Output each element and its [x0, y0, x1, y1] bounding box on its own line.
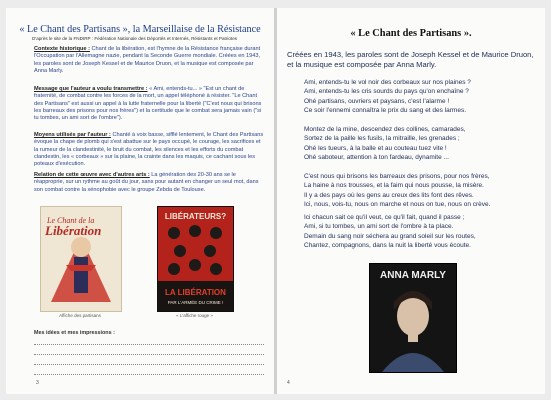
- lyric-line: Ami, entends-tu les cris sourds du pays qu'on enchaîne ?: [304, 88, 469, 96]
- anna-marly-photo: [369, 263, 457, 373]
- poster2-top-text: LIBÉRATEURS?: [164, 212, 227, 221]
- left-page-subtitle: D'après le site de la FNDIRP : Fédération Nationale des Déportés et Internés, Résistants et Patriotes: [32, 36, 238, 41]
- section-text: La génération des 20-30 ans se le réapproprie, sur un rythme au goût du jour, sans pour autant en changer un seul mot, dans son combat contre la xénophobie avec le groupe Zebda de Toulouse.: [34, 172, 259, 193]
- lyric-line: Il y a des pays où les gens au creux des lits font des rêves.: [304, 191, 474, 199]
- page-number: 4: [287, 380, 290, 386]
- section-text: « Ami, entends-tu... » "Est un chant de fraternité, de combat contre les forces de la mort, un appel téléphoné à résister. "Le Chant des Partisans" est aussi un appel à la lutte fraternelle pour la liberté ("C'est nous qui brisons les barreaux des prisons pour nos frères") et la certitude que le combat sera jamais vain ("si tu tombes, un ami sort de l'ombre").: [34, 86, 262, 122]
- lyric-line: Sortez de la paille les fusils, la mitraille, les grenades ;: [304, 135, 460, 143]
- lyric-line: Ici chacun sait ce qu'il veut, ce qu'il fait, quand il passe ;: [304, 214, 465, 221]
- lyric-line: La haine à nos trousses, et la faim qui nous pousse, la misère.: [304, 182, 484, 190]
- writing-line[interactable]: [34, 354, 264, 355]
- section-text: Chanté à voix basse, sifflé lentement, le Chant des Partisans évoque la chape de plomb qui s'est abattue sur le pays occupé, le courage, les sacrifices et la rumeur de la clandestinité, le bruit du combat, les silences et les efforts du combat clandestin, les « corbeaux » sur la plaine, la crainte dans les maquis, ce cachant sous les poteaux d'exécution.: [34, 132, 264, 168]
- lyric-line: Ami, si tu tombes, un ami sort de l'ombre à ta place.: [304, 223, 454, 231]
- left-page-title: « Le Chant des Partisans », la Marseillaise de la Résistance: [19, 24, 261, 35]
- poster1-main-text: Libération: [45, 223, 102, 238]
- section-context: [34, 46, 264, 75]
- section-label: Moyens utilisés par l'auteur :: [34, 132, 111, 138]
- section-other-arts: [34, 172, 264, 194]
- section-means: [34, 132, 264, 168]
- section-label: Relation de cette œuvre avec d'autres arts :: [34, 172, 150, 178]
- poster2-subtext: PAR L'ARMÉE DU CRIME !: [167, 300, 224, 305]
- left-page: [6, 8, 274, 394]
- lyrics-stanza: [304, 172, 539, 209]
- poster-liberation: [40, 206, 122, 312]
- anna-marly-image: [370, 264, 456, 372]
- section-label: Message que l'auteur a voulu transmettre :: [34, 86, 148, 92]
- section-text: Chant de la libération, est l'hymne de la Résistance française durant l'Occupation par l'Allemagne nazie, pendant la Seconde Guerre mondiale. Créées en 1943, les paroles sont de Joseph Kessel et de Maurice Druon, et la musique est composée par Anna Marly.: [34, 46, 261, 74]
- poster2-caption: « L'affiche rouge »: [176, 313, 213, 318]
- lyrics-stanza: [304, 78, 539, 115]
- poster1-top-text: Le Chant de la: [47, 216, 95, 225]
- right-page-intro: Créées en 1943, les paroles sont de Joseph Kessel et de Maurice Druon, et la musique est composée par Anna Marly.: [287, 50, 534, 69]
- ideas-label: Mes idées et mes impressions :: [34, 330, 115, 336]
- lyric-line: Ohé partisans, ouvriers et paysans, c'est l'alarme !: [304, 97, 450, 105]
- section-message: [34, 86, 264, 122]
- writing-line[interactable]: [34, 374, 264, 375]
- lyric-line: Ami, entends-tu le vol noir des corbeaux sur nos plaines ?: [304, 79, 471, 86]
- lyric-line: Ohé saboteur, attention à ton fardeau, dynamite ...: [304, 153, 449, 161]
- photo-caption: ANNA MARLY: [380, 270, 446, 281]
- lyric-line: Montez de la mine, descendez des collines, camarades,: [304, 126, 466, 133]
- lyric-line: Demain du sang noir séchera au grand soleil sur les routes,: [304, 232, 476, 240]
- section-label: Contexte historique :: [34, 46, 90, 52]
- lyrics-stanza: [304, 125, 539, 162]
- right-page-title: « Le Chant des Partisans ».: [350, 28, 472, 39]
- lyric-line: Ce soir l'ennemi connaîtra le prix du sang et des larmes.: [304, 106, 467, 114]
- writing-line[interactable]: [34, 364, 264, 365]
- poster-liberation-image: [41, 207, 121, 311]
- right-page: [277, 8, 545, 394]
- page-number: 3: [36, 380, 39, 386]
- lyric-line: C'est nous qui brisons les barreaux des prisons, pour nos frères,: [304, 173, 490, 180]
- lyric-line: Ohé les tueurs, à la balle et au couteau tuez vite !: [304, 144, 447, 152]
- poster-affiche-rouge-image: [158, 207, 233, 311]
- poster2-bottom-text: LA LIBÉRATION: [165, 288, 226, 297]
- writing-line[interactable]: [34, 344, 264, 345]
- lyric-line: Ici, nous, vois-tu, nous on marche et nous on tue, nous on crève.: [304, 200, 491, 208]
- posters: [6, 206, 274, 324]
- lyric-line: Chantez, compagnons, dans la nuit la liberté vous écoute.: [304, 241, 471, 249]
- poster1-caption: Affiche des partisans: [59, 313, 101, 318]
- lyrics-stanza: [304, 213, 539, 250]
- poster-affiche-rouge: [157, 206, 234, 312]
